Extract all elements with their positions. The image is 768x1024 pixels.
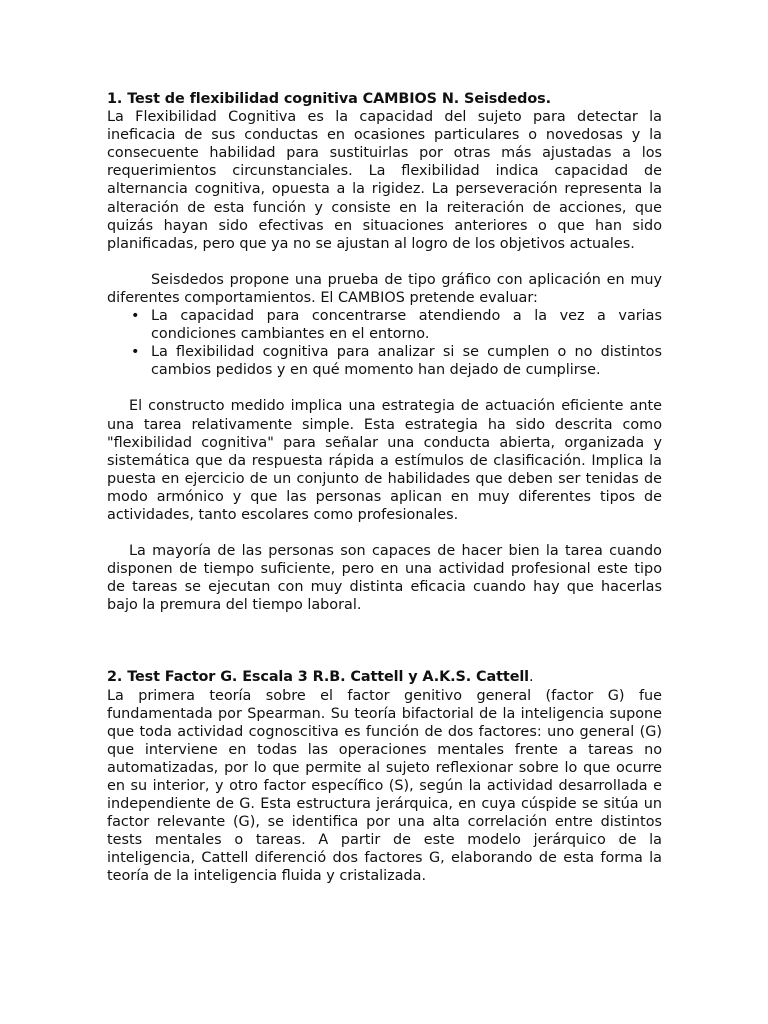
section-1-bullet-list	[107, 307, 662, 379]
spacer	[107, 253, 662, 271]
section-1-paragraph-1: La Flexibilidad Cognitiva es la capacidad del sujeto para detectar la ineficacia de sus conductas en ocasiones particulares o novedosas y la consecuente habilidad para sustituirlas por otras más ajustadas a los requerimientos circunstanciales. La flexibilidad indica capacidad de alternancia cognitiva, opuesta a la rigidez. La perseveración representa la alteración de esta función y consiste en la reiteración de acciones, que quizás hayan sido efectivas en situaciones anteriores o que han sido planificadas, pero que ya no se ajustan al logro de los objetivos actuales.	[107, 109, 662, 252]
section-2-heading-text: 2. Test Factor G. Escala 3 R.B. Cattell y A.K.S. Cattell	[107, 669, 530, 686]
bullet-item-text: La flexibilidad cognitiva para analizar si se cumplen o no distintos cambios pedidos y en qué momento han dejado de cumplirse.	[151, 344, 662, 379]
bullet-icon: •	[131, 308, 140, 325]
section-1-heading	[107, 90, 662, 108]
section-1-paragraph-3: El constructo medido implica una estrategia de actuación eficiente ante una tarea relativamente simple. Esta estrategia ha sido descrita como "flexibilidad cognitiva" para señalar una conducta abierta, organizada y sistemática que da respuesta rápida a estímulos de clasificación. Implica la puesta en ejercicio de un conjunto de habilidades que deben ser tenidas de modo armónico y que las personas aplican en muy diferentes tipos de actividades, tanto escolares como profesionales.	[107, 398, 662, 523]
bullet-item	[107, 307, 662, 343]
bullet-icon: •	[131, 344, 140, 361]
bullet-item	[107, 343, 662, 379]
spacer	[107, 524, 662, 542]
section-2-heading-trail: .	[529, 669, 534, 686]
bullet-item-text: La capacidad para concentrarse atendiendo a la vez a varias condiciones cambiantes en el entorno.	[151, 308, 662, 343]
document-page	[107, 90, 662, 886]
section-1-paragraph-4: La mayoría de las personas son capaces de hacer bien la tarea cuando disponen de tiempo suficiente, pero en una actividad profesional este tipo de tareas se ejecutan con muy distinta eficacia cuando hay que hacerlas bajo la premura del tiempo laboral.	[107, 543, 662, 614]
section-1-paragraph-2: Seisdedos propone una prueba de tipo gráfico con aplicación en muy diferentes comportamientos. El CAMBIOS pretende evaluar:	[107, 271, 662, 306]
section-2-heading	[107, 668, 662, 686]
spacer	[107, 379, 662, 397]
spacer	[107, 614, 662, 668]
section-1-heading-text: 1. Test de flexibilidad cognitiva CAMBIOS N. Seisdedos.	[107, 91, 551, 107]
section-2-paragraph-1: La primera teoría sobre el factor genitivo general (factor G) fue fundamentada por Spearman. Su teoría bifactorial de la inteligencia supone que toda actividad cognoscitiva es función de dos factores: uno general (G) que interviene en todas las operaciones mentales frente a tareas no automatizadas, por lo que permite al sujeto reflexionar sobre lo que ocurre en su interior, y otro factor específico (S), según la actividad desarrollada e independiente de G. Esta estructura jerárquica, en cuya cúspide se sitúa un factor relevante (G), se identifica por una alta correlación entre distintos tests mentales o tareas. A partir de este modelo jerárquico de la inteligencia, Cattell diferenció dos factores G, elaborando de esta forma la teoría de la inteligencia fluida y cristalizada.	[107, 687, 662, 885]
